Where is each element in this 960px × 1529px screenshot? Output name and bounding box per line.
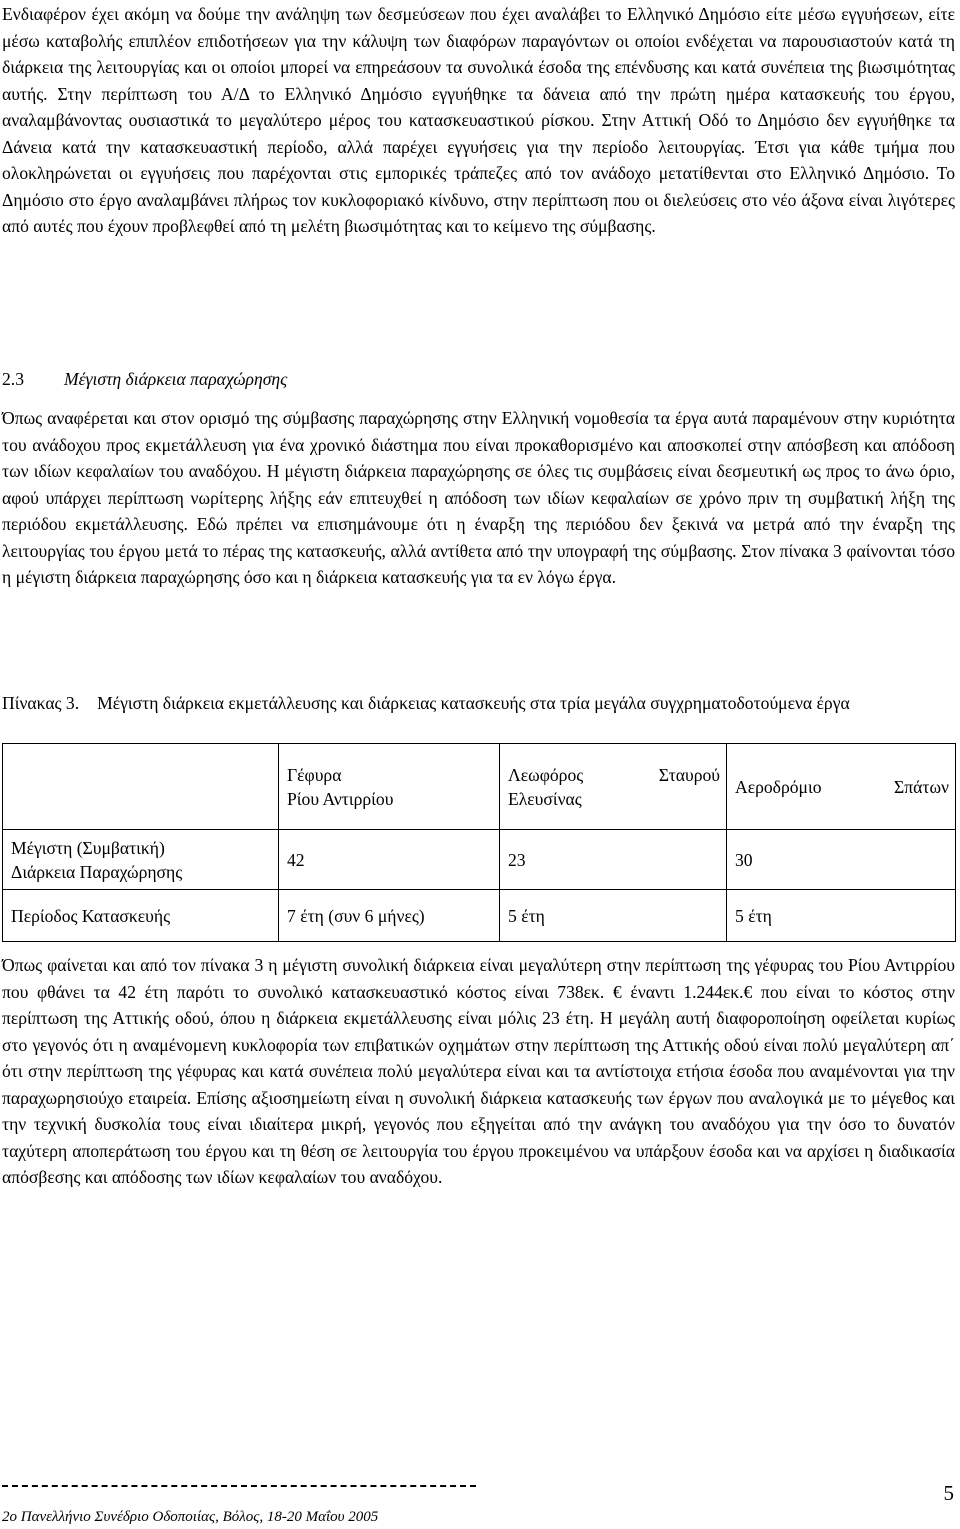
table-caption-label: Πίνακας 3. [2,693,80,713]
section-heading [2,366,287,392]
header-attiki-word1: Λεωφόρος [508,764,584,785]
row-label-line1: Μέγιστη (Συμβατική) [11,837,165,858]
row-label-construction: Περίοδος Κατασκευής [3,890,279,942]
header-rio-line2: Ρίου Αντιρρίου [287,788,394,809]
table-corner-cell [3,744,279,830]
table-cell: 5 έτη [500,890,727,942]
header-attiki-line1 [508,763,720,787]
table-caption [2,690,955,716]
section-number: 2.3 [2,369,24,389]
footer-divider [2,1485,476,1487]
page-number: 5 [943,1481,954,1505]
row-label-max-duration [3,830,279,890]
table-header-row [3,744,956,830]
header-rio-antirrio [279,744,500,830]
header-attiki-word2: Σταυρού [658,764,720,785]
table-cell: 5 έτη [727,890,956,942]
section-title: Μέγιστη διάρκεια παραχώρησης [64,369,288,389]
paragraph-concession-duration: Όπως αναφέρεται και στον ορισμό της σύμβασης παραχώρησης στην Ελληνική νομοθεσία τα έργα αυτά παραμένουν στην κυριότητα του ανάδοχου προς εκμετάλλευση για ένα χρονικό διάστημα που είναι προκαθορισμένο και αποσκοπεί στην απόσβεση και απόδοση των ιδίων κεφαλαίων του αναδόχου. Η μέγιστη διάρκεια παραχώρησης σε όλες τις συμβάσεις είναι δεσμευτική ως προς το άνω όριο, αφού υπάρχει περίπτωση νωρίτερης λήξης εάν επιτευχθεί η απόδοση των ιδίων κεφαλαίων σε χρόνο πριν τη συμβατική λήξη της περιόδου εκμετάλλευσης. Εδώ πρέπει να επισημάνουμε ότι η έναρξη της περιόδου δεν ξεκινά να μετρά από την έναρξη της λειτουργίας του έργου μετά το πέρας της κατασκευής, αλλά αντίθετα από την υπογραφή της σύμβασης. Στον πίνακα 3 φαίνονται τόσο η μέγιστη διάρκεια παραχώρησης όσο και η διάρκεια κατασκευής για τα εν λόγω έργα. [2,408,955,588]
header-rio-line1: Γέφυρα [287,764,342,785]
header-airport [727,744,956,830]
paragraph-guarantees: Ενδιαφέρον έχει ακόμη να δούμε την ανάληψη των δεσμεύσεων που έχει αναλάβει το Ελληνικό Δημόσιο είτε μέσω εγγυήσεων, είτε μέσω καταβολής επιπλέον επιδοτήσεων για την κάλυψη των διαφόρων παραγόντων οι οποίοι ενδέχεται να παρουσιαστούν κατά τη διάρκεια της λειτουργίας και οι οποίοι μπορεί να επηρεάσουν τα συνολικά έσοδα της επένδυσης και κατά συνέπεια της βιωσιμότητας αυτής. Στην περίπτωση του Α/Δ το Ελληνικό Δημόσιο εγγυήθηκε τα δάνεια από την πρώτη ημέρα κατασκευής του έργου, αναλαμβάνοντας ουσιαστικά το μεγαλύτερο μέρος του κατασκευαστικού ρίσκου. Στην Αττική Οδό το Δημόσιο δεν εγγυήθηκε τα Δάνεια κατά την κατασκευαστική περίοδο, αλλά παρέχει εγγυήσεις για την περίοδο λειτουργίας. Έτσι για κάθε τμήμα που ολοκληρώνεται οι εγγυήσεις που παρέχονται στις εμπορικές τράπεζες από τον ανάδοχο μετατίθενται στο Ελληνικό Δημόσιο. Το Δημόσιο στο έργο αναλαμβάνει πλήρως τον κυκλοφοριακό κίνδυνο, στην περίπτωση που οι διελεύσεις στο νέο άξονα είναι λιγότερες από αυτές που έχουν προβλεφθεί από τη μελέτη βιωσιμότητας και το κείμενο της σύμβασης. [2,4,955,237]
table-row [3,890,956,942]
table-cell: 7 έτη (συν 6 μήνες) [279,890,500,942]
row-label-line2: Διάρκεια Παραχώρησης [11,861,183,882]
header-airport-word1: Αεροδρόμιο [735,776,822,797]
table-cell: 30 [727,830,956,890]
footer-conference: 2ο Πανελλήνιο Συνέδριο Οδοποιίας, Βόλος, 18-20 Μαΐου 2005 [2,1509,379,1525]
table-caption-text: Μέγιστη διάρκεια εκμετάλλευσης και διάρκειας κατασκευής στα τρία μεγάλα συγχρηματοδοτούμενα έργα [97,693,850,713]
table-row [3,830,956,890]
header-airport-line [735,775,949,799]
header-attiki-odos [500,744,727,830]
paragraph-comparison: Όπως φαίνεται και από τον πίνακα 3 η μέγιστη συνολική διάρκεια είναι μεγαλύτερη στην περίπτωση της γέφυρας του Ρίου Αντιρρίου που φθάνει τα 42 έτη παρότι το συνολικό κατασκευαστικό κόστος είναι 738εκ. € έναντι 1.244εκ.€ που είναι το κόστος στην περίπτωση της Αττικής οδού, όπου η διάρκεια εκμετάλλευσης είναι μόλις 23 έτη. Η μεγάλη αυτή διαφοροποίηση οφείλεται κυρίως στο γεγονός ότι η αναμένομενη κυκλοφορία των επιβατικών οχημάτων στην περίπτωση της Αττικής οδού είναι πολύ μεγαλύτερη απ΄ ότι στην περίπτωση της γέφυρας και κατά συνέπεια πολύ μεγαλύτερα είναι και τα αντίστοιχα ετήσια έσοδα που αναμένονται για την παραχωρησιούχο εταιρεία. Επίσης αξιοσημείωτη είναι η συνολική διάρκεια κατασκευής των έργων που αναλογικά με το μέγεθος και την τεχνική δυσκολία τους είναι ιδιαίτερα μικρή, γεγονός που εξηγείται από την ανάγκη του αναδόχου για την όσο το δυνατόν ταχύτερη αποπεράτωση του έργου και τη θέση σε λειτουργία του έργου προκειμένου να υπάρξουν έσοδα και να αρχίσει η διαδικασία απόσβεσης και απόδοσης των ιδίων κεφαλαίων του αναδόχου. [2,955,955,1188]
table-cell: 42 [279,830,500,890]
concession-table [2,743,956,942]
header-airport-word2: Σπάτων [894,776,949,797]
header-attiki-line2: Ελευσίνας [508,788,582,809]
table-cell: 23 [500,830,727,890]
